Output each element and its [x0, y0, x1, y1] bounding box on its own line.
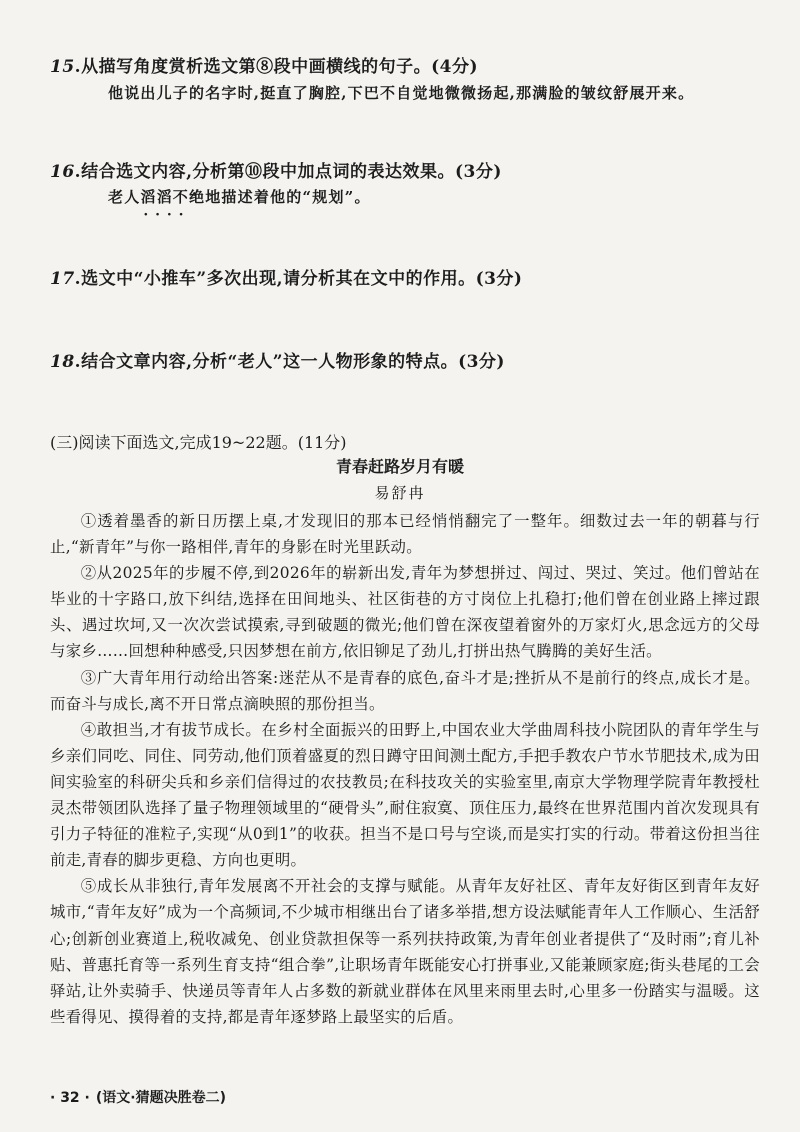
question-16 [50, 157, 502, 182]
sentence-suffix: 地描述着他的“规划”。 [205, 188, 371, 206]
sentence-prefix: 老人 [108, 188, 141, 206]
question-text: .从描写角度赏析选文第⑧段中画横线的句子。(4分) [74, 57, 479, 77]
question-18 [50, 347, 505, 372]
section-heading: (三)阅读下面选文,完成19~22题。(11分) [50, 433, 347, 452]
underlined-sentence: 他说出儿子的名字时,挺直了胸腔,下巴不自觉地微微扬起,那满脸的皱纹舒展开来。 [108, 84, 695, 102]
dotted-word-sentence [108, 186, 371, 207]
question-text: .结合选文内容,分析第⑩段中加点词的表达效果。(3分) [74, 162, 502, 182]
paragraph-5: ⑤成长从非独行,青年发展离不开社会的支撑与赋能。从青年友好社区、青年友好街区到青年友好城市,“青年友好”成为一个高频词,不少城市相继出台了诸多举措,想方设法赋能青年人工作顺心、生活舒心;创新创业赛道上,税收减免、创业贷款担保等一系列扶持政策,为青年创业者提供了“及时雨”;育儿补贴、普惠托育等一系列生育支持“组合拳”,让职场青年既能安心打拼事业,又能兼顾家庭;街头巷尾的工会驿站,让外卖骑手、快递员等青年人占多数的新就业群体在风里来雨里去时,心里多一份踏实与温暖。这些看得见、摸得着的支持,都是青年逐梦路上最坚实的后盾。 [50, 877, 760, 1026]
article-author: 易舒冉 [374, 484, 426, 502]
article-body [50, 508, 760, 1030]
dotted-words: 滔滔不绝 · · · · [140, 188, 205, 206]
paragraph-4: ④敢担当,才有拔节成长。在乡村全面振兴的田野上,中国农业大学曲周科技小院团队的青年学生与乡亲们同吃、同住、同劳动,他们顶着盛夏的烈日蹲守田间测土配方,手把手教农户节水节肥技术,成为田间实验室的科研尖兵和乡亲们信得过的农技教员;在科技攻关的实验室里,南京大学物理学院青年教授杜灵杰带领团队选择了量子物理领域里的“硬骨头”,耐住寂寞、顶住压力,最终在世界范围内首次发现具有引力子特征的准粒子,实现“从0到1”的收获。担当不是口号与空谈,而是实打实的行动。带着这份担当往前走,青春的脚步更稳、方向也更明。 [50, 720, 760, 870]
question-17 [50, 264, 522, 289]
paragraph-2: ②从2025年的步履不停,到2026年的崭新出发,青年为梦想拼过、闯过、哭过、笑过。他们曾站在毕业的十字路口,放下纠结,选择在田间地头、社区街巷的方寸岗位上扎稳打;他们曾在创业路上摔过跟头、遇过坎坷,又一次次尝试摸索,寻到破题的微光;他们曾在深夜望着窗外的万家灯火,思念远方的父母与家乡……回想种种感受,只因梦想在前方,依旧铆足了劲儿,打拼出热气腾腾的美好生活。 [50, 564, 760, 661]
page-footer [50, 1087, 226, 1107]
question-text: .结合文章内容,分析“老人”这一人物形象的特点。(3分) [74, 352, 505, 372]
article-title: 青春赶路岁月有暖 [335, 457, 464, 476]
paragraph-1: ①透着墨香的新日历摆上桌,才发现旧的那本已经悄悄翻完了一整年。细数过去一年的朝暮与行止,“新青年”与你一路相伴,青年的身影在时光里跃动。 [50, 512, 760, 557]
paper-label: (语文·猜题决胜卷二) [95, 1090, 226, 1106]
question-text: .选文中“小推车”多次出现,请分析其在文中的作用。(3分) [74, 269, 523, 289]
question-number: 17 [50, 269, 75, 289]
question-number: 16 [50, 162, 75, 182]
page-number: · 32 · [50, 1090, 90, 1106]
question-number: 15 [50, 57, 75, 77]
question-number: 18 [50, 352, 75, 372]
question-15 [50, 52, 478, 77]
paragraph-3: ③广大青年用行动给出答案:迷茫从不是青春的底色,奋斗才是;挫折从不是前行的终点,成长才是。而奋斗与成长,离不开日常点滴映照的那份担当。 [50, 668, 760, 713]
